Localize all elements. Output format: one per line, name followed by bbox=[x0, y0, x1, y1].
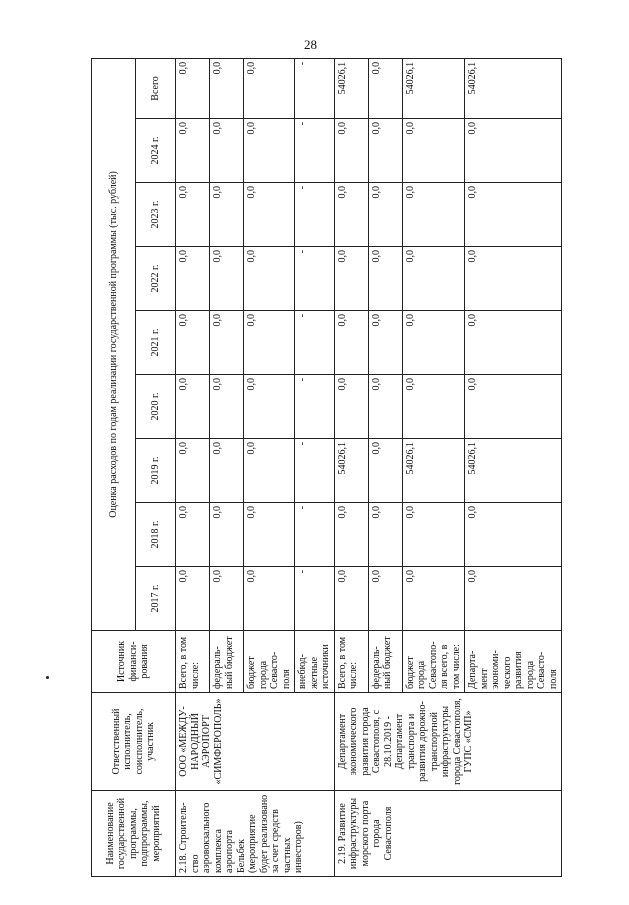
value-cell: 0,0 bbox=[176, 375, 210, 439]
value-cell: 54026,1 bbox=[402, 439, 465, 503]
value-cell: 0,0 bbox=[368, 375, 402, 439]
header-year: 2022 г. bbox=[136, 247, 176, 311]
value-cell: 0,0 bbox=[402, 183, 465, 247]
value-cell: 0,0 bbox=[334, 503, 368, 567]
value-cell: 0,0 bbox=[210, 439, 244, 503]
value-cell: 0,0 bbox=[176, 567, 210, 631]
source-cell: бюджет города Севасто-поля bbox=[244, 631, 295, 693]
value-cell: - bbox=[295, 183, 335, 247]
value-cell: 0,0 bbox=[368, 119, 402, 183]
value-cell: 0,0 bbox=[368, 311, 402, 375]
value-cell: 0,0 bbox=[244, 119, 295, 183]
value-cell: 0,0 bbox=[334, 183, 368, 247]
value-cell: - bbox=[295, 119, 335, 183]
source-cell: бюджет города Севастопо-ля всего, в том числе: bbox=[402, 631, 465, 693]
source-cell: внебюд-жетные источники bbox=[295, 631, 335, 693]
value-cell: 0,0 bbox=[176, 311, 210, 375]
value-cell: 0,0 bbox=[210, 119, 244, 183]
value-cell: 0,0 bbox=[176, 247, 210, 311]
value-cell: 0,0 bbox=[334, 247, 368, 311]
value-cell: 0,0 bbox=[368, 58, 402, 118]
value-cell: 0,0 bbox=[244, 567, 295, 631]
table-row bbox=[176, 58, 210, 876]
value-cell: 0,0 bbox=[334, 567, 368, 631]
source-cell: Всего, в том числе: bbox=[176, 631, 210, 693]
value-cell: 0,0 bbox=[402, 567, 465, 631]
table-row bbox=[334, 58, 368, 876]
value-cell: 0,0 bbox=[334, 119, 368, 183]
header-source: Источник финанси-рования bbox=[92, 631, 176, 693]
value-cell: 0,0 bbox=[210, 58, 244, 118]
header-year: 2018 г. bbox=[136, 503, 176, 567]
value-cell: 0,0 bbox=[244, 183, 295, 247]
header-year: 2019 г. bbox=[136, 439, 176, 503]
executor-cell: ООО «МЕЖДУ-НАРОДНЫЙ АЭРОПОРТ «СИМФЕРОПОЛЬ» bbox=[176, 693, 335, 791]
value-cell: 0,0 bbox=[210, 247, 244, 311]
header-name: Наименование государственной программы, подпрограммы, мероприятий bbox=[92, 791, 176, 877]
value-cell: 0,0 bbox=[368, 567, 402, 631]
header-year: 2021 г. bbox=[136, 311, 176, 375]
value-cell: - bbox=[295, 247, 335, 311]
value-cell: 0,0 bbox=[334, 375, 368, 439]
header-year: 2023 г. bbox=[136, 183, 176, 247]
value-cell: 54026,1 bbox=[334, 439, 368, 503]
value-cell: 0,0 bbox=[210, 567, 244, 631]
header-executor: Ответственный исполнитель, соисполнитель, участник bbox=[92, 693, 176, 791]
value-cell: 0,0 bbox=[465, 375, 562, 439]
scan-dot bbox=[46, 676, 49, 679]
header-year: 2024 г. bbox=[136, 119, 176, 183]
source-cell: Всего, в том числе: bbox=[334, 631, 368, 693]
value-cell: 0,0 bbox=[465, 311, 562, 375]
value-cell: 54026,1 bbox=[402, 58, 465, 118]
value-cell: 0,0 bbox=[465, 503, 562, 567]
value-cell: - bbox=[295, 311, 335, 375]
value-cell: 0,0 bbox=[210, 503, 244, 567]
header-year: 2017 г. bbox=[136, 567, 176, 631]
value-cell: 0,0 bbox=[402, 375, 465, 439]
value-cell: 0,0 bbox=[368, 183, 402, 247]
value-cell: 54026,1 bbox=[465, 58, 562, 118]
value-cell: - bbox=[295, 567, 335, 631]
value-cell: 0,0 bbox=[244, 503, 295, 567]
rotated-table-container bbox=[91, 59, 559, 877]
header-year: 2020 г. bbox=[136, 375, 176, 439]
source-cell: федераль-ный бюджет bbox=[210, 631, 244, 693]
value-cell: 0,0 bbox=[176, 439, 210, 503]
executor-cell: Департамент экономического развития города Севастополя, с 28.10.2019 - Департамент транспорта и развития дорожно-транспортной инфраструктуры города Севастополя, ГУПС «СМП» bbox=[334, 693, 562, 791]
value-cell: 0,0 bbox=[176, 503, 210, 567]
value-cell: 0,0 bbox=[465, 567, 562, 631]
program-name-cell: 2.18. Строитель-ство аэровокзального комплекса аэропорта Бельбек (мероприятие будет реализовано за счет средств частных инвесторов) bbox=[176, 791, 335, 877]
source-cell: федераль-ный бюджет bbox=[368, 631, 402, 693]
value-cell: 0,0 bbox=[465, 119, 562, 183]
value-cell: 0,0 bbox=[402, 503, 465, 567]
value-cell: 54026,1 bbox=[465, 439, 562, 503]
header-estimate: Оценка расходов по годам реализации государственной программы (тыс. рублей) bbox=[92, 58, 136, 630]
value-cell: - bbox=[295, 375, 335, 439]
value-cell: 0,0 bbox=[465, 183, 562, 247]
page-number: 28 bbox=[304, 37, 317, 52]
program-name-cell: 2.19. Развитие инфраструктуры морского порта города Севастополя bbox=[334, 791, 562, 877]
value-cell: 0,0 bbox=[176, 183, 210, 247]
value-cell: 0,0 bbox=[176, 58, 210, 118]
value-cell: 0,0 bbox=[402, 119, 465, 183]
value-cell: 0,0 bbox=[210, 311, 244, 375]
value-cell: 0,0 bbox=[244, 375, 295, 439]
value-cell: 0,0 bbox=[244, 247, 295, 311]
value-cell: 0,0 bbox=[176, 119, 210, 183]
value-cell: - bbox=[295, 58, 335, 118]
value-cell: 0,0 bbox=[368, 247, 402, 311]
value-cell: 0,0 bbox=[244, 311, 295, 375]
value-cell: 0,0 bbox=[402, 311, 465, 375]
value-cell: 0,0 bbox=[465, 247, 562, 311]
value-cell: 0,0 bbox=[368, 503, 402, 567]
value-cell: 0,0 bbox=[244, 439, 295, 503]
value-cell: 0,0 bbox=[368, 439, 402, 503]
value-cell: 0,0 bbox=[210, 183, 244, 247]
source-cell: Департа-мент экономи-ческого развития города Севасто-поля bbox=[465, 631, 562, 693]
header-total: Всего bbox=[136, 58, 176, 118]
value-cell: 0,0 bbox=[244, 58, 295, 118]
value-cell: 0,0 bbox=[334, 311, 368, 375]
value-cell: - bbox=[295, 439, 335, 503]
value-cell: 0,0 bbox=[210, 375, 244, 439]
value-cell: - bbox=[295, 503, 335, 567]
budget-table bbox=[91, 58, 562, 877]
value-cell: 54026,1 bbox=[334, 58, 368, 118]
value-cell: 0,0 bbox=[402, 247, 465, 311]
